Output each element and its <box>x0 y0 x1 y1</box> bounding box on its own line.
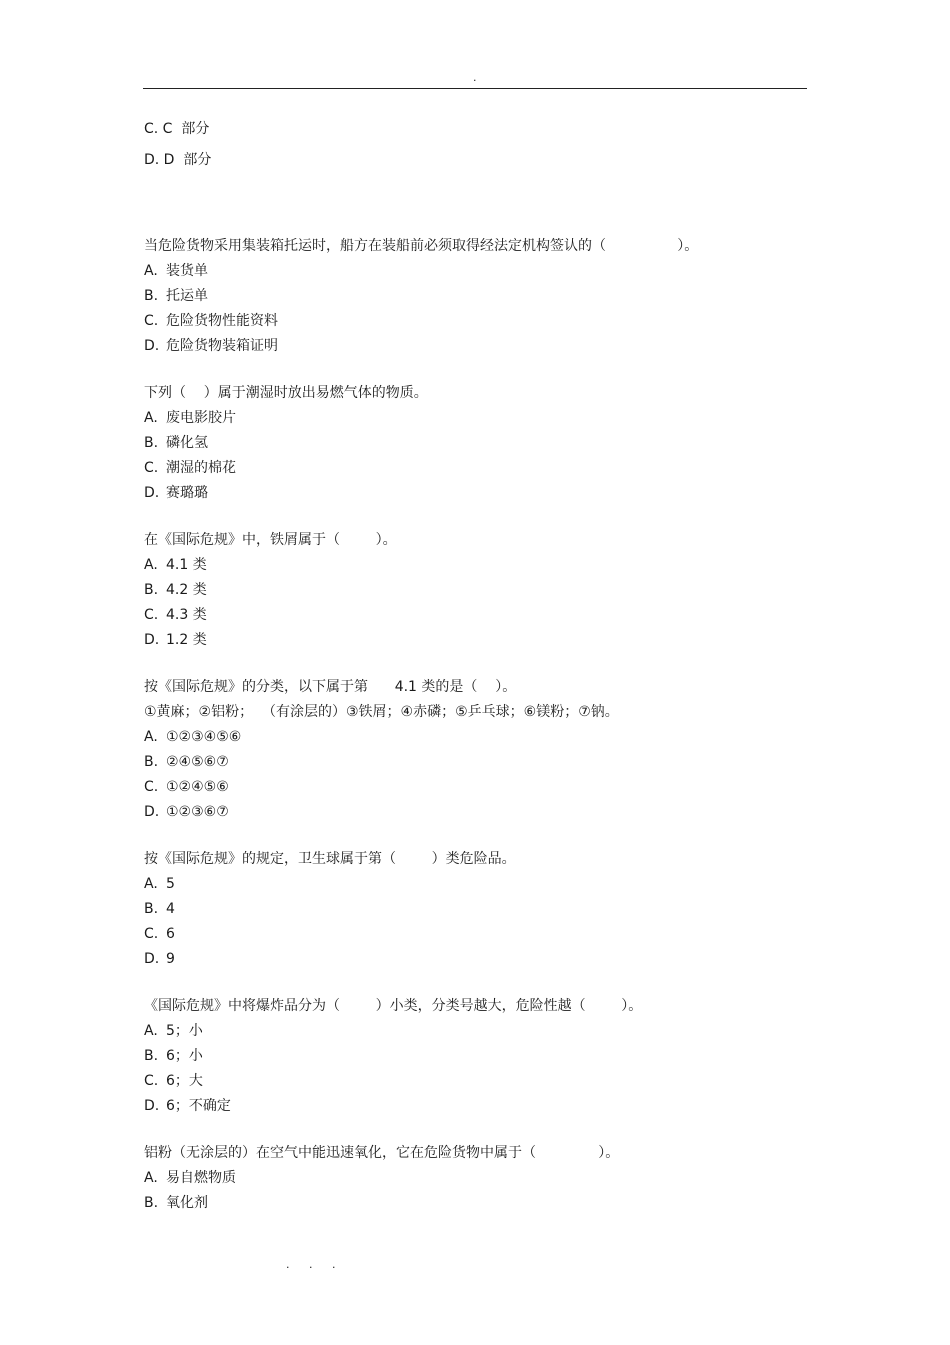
option-text: 赛璐璐 <box>166 485 208 501</box>
option-c <box>144 604 784 629</box>
option-letter: C. <box>144 926 159 942</box>
option-text: 6 <box>166 926 175 942</box>
question-1 <box>144 235 784 360</box>
option-letter: B. <box>144 901 159 917</box>
option-letter: D. <box>144 485 160 501</box>
header-mark: . <box>473 71 477 84</box>
option-d <box>144 948 784 973</box>
option-letter: C. <box>144 313 159 329</box>
option-b <box>144 1192 784 1217</box>
option-text: 废电影胶片 <box>166 410 236 426</box>
option-text: ①②③⑥⑦ <box>166 804 229 820</box>
option-a <box>144 260 784 285</box>
option-b <box>144 751 784 776</box>
option-letter: A. <box>144 557 158 573</box>
option-letter: A. <box>144 729 158 745</box>
option-a <box>144 554 784 579</box>
option-letter: C. <box>144 460 159 476</box>
option-letter: B. <box>144 288 159 304</box>
option-text: 4 <box>166 901 175 917</box>
option-text: 5；小 <box>166 1023 203 1039</box>
option-b <box>144 898 784 923</box>
option-d <box>144 801 784 826</box>
question-stem: 在《国际危规》中，铁屑属于（ ）。 <box>144 532 397 548</box>
option-text: 9 <box>166 951 175 967</box>
option-text: 6；大 <box>166 1073 203 1089</box>
option-d <box>144 482 784 507</box>
option-d <box>144 335 784 360</box>
question-2 <box>144 382 784 507</box>
option-a <box>144 407 784 432</box>
option-c <box>144 310 784 335</box>
question-6 <box>144 995 784 1120</box>
option-letter: D. <box>144 338 160 354</box>
option-text: 4.2 类 <box>166 582 207 598</box>
question-stem: 按《国际危规》的分类，以下属于第 4.1 类的是（ ）。 <box>144 679 517 695</box>
option-a <box>144 873 784 898</box>
option-letter: A. <box>144 410 158 426</box>
option-text: 1.2 类 <box>166 632 207 648</box>
option-letter: A. <box>144 876 158 892</box>
option-letter: D. <box>144 951 160 967</box>
question-7 <box>144 1142 784 1217</box>
option-text: ①②④⑤⑥ <box>166 779 229 795</box>
option-text: 6；不确定 <box>166 1098 231 1114</box>
option-text: 磷化氢 <box>166 435 208 451</box>
option-letter: A. <box>144 263 158 279</box>
option-letter: A. <box>144 1023 158 1039</box>
question-5 <box>144 848 784 973</box>
option-letter: C. <box>144 779 159 795</box>
option-text: 4.3 类 <box>166 607 207 623</box>
option-c <box>144 776 784 801</box>
option-b <box>144 285 784 310</box>
header-rule <box>143 88 807 89</box>
question-4 <box>144 676 784 826</box>
question-extra: ①黄麻；②铝粉； （有涂层的）③铁屑；④赤磷；⑤乒乓球；⑥镁粉；⑦钠。 <box>144 704 619 720</box>
option-text: 4.1 类 <box>166 557 207 573</box>
option-text: 潮湿的棉花 <box>166 460 236 476</box>
option-d <box>144 1095 784 1120</box>
option-letter: B. <box>144 435 159 451</box>
option-text: ①②③④⑤⑥ <box>166 729 242 745</box>
option-b <box>144 1045 784 1070</box>
continued-options <box>144 118 784 180</box>
option-a <box>144 726 784 751</box>
option-letter: D. <box>144 1098 160 1114</box>
option-d <box>144 629 784 654</box>
option-text: 易自燃物质 <box>166 1170 236 1186</box>
question-stem: 铝粉（无涂层的）在空气中能迅速氧化，它在危险货物中属于（ ）。 <box>144 1145 620 1161</box>
option-letter: B. <box>144 754 159 770</box>
option-b <box>144 432 784 457</box>
option-text: ②④⑤⑥⑦ <box>166 754 229 770</box>
option-text: 装货单 <box>166 263 208 279</box>
continued-option-c: C. C 部分 <box>144 121 210 137</box>
option-letter: D. <box>144 804 160 820</box>
question-stem: 《国际危规》中将爆炸品分为（ ）小类，分类号越大，危险性越（ ）。 <box>144 998 643 1014</box>
option-letter: C. <box>144 1073 159 1089</box>
option-letter: B. <box>144 1048 159 1064</box>
option-text: 危险货物装箱证明 <box>166 338 278 354</box>
option-text: 5 <box>166 876 175 892</box>
option-c <box>144 457 784 482</box>
option-c <box>144 1070 784 1095</box>
option-text: 托运单 <box>166 288 208 304</box>
option-text: 6；小 <box>166 1048 203 1064</box>
document-body <box>144 118 784 1217</box>
question-stem: 下列（ ）属于潮湿时放出易燃气体的物质。 <box>144 385 428 401</box>
option-text: 氧化剂 <box>166 1195 208 1211</box>
question-3 <box>144 529 784 654</box>
option-letter: B. <box>144 582 159 598</box>
option-letter: D. <box>144 632 160 648</box>
option-letter: B. <box>144 1195 159 1211</box>
option-text: 危险货物性能资料 <box>166 313 278 329</box>
option-a <box>144 1167 784 1192</box>
continued-option-d: D. D 部分 <box>144 152 212 168</box>
option-a <box>144 1020 784 1045</box>
option-letter: A. <box>144 1170 158 1186</box>
question-stem: 当危险货物采用集装箱托运时，船方在装船前必须取得经法定机构签认的（ ）。 <box>144 238 699 254</box>
option-letter: C. <box>144 607 159 623</box>
footer-mark: . . . <box>286 1258 344 1271</box>
option-c <box>144 923 784 948</box>
question-stem: 按《国际危规》的规定，卫生球属于第（ ）类危险品。 <box>144 851 516 867</box>
option-b <box>144 579 784 604</box>
